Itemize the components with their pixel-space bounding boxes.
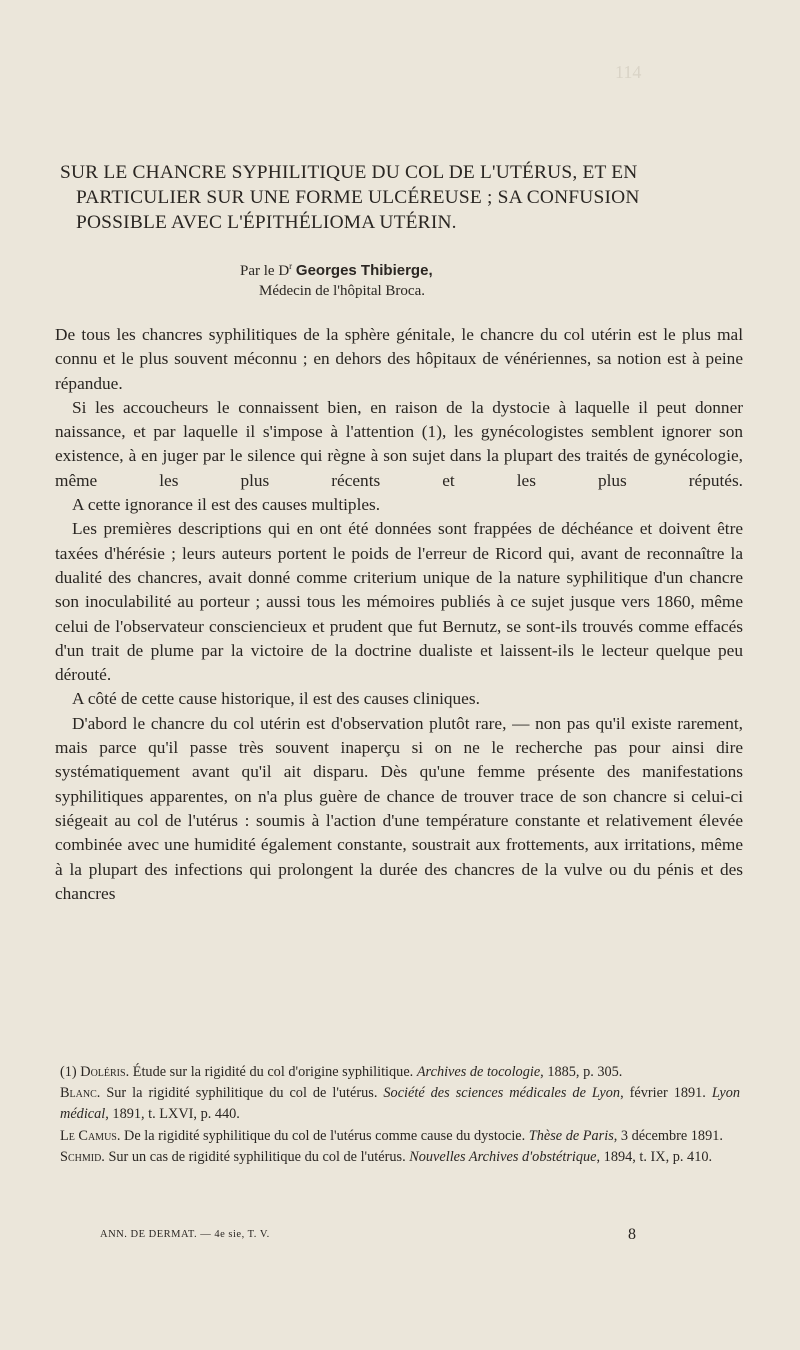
paragraph: A cette ignorance il est des causes multiples. [72, 495, 381, 515]
footnote-author: Le Camus [60, 1127, 117, 1144]
byline-sup: r [289, 261, 293, 271]
paragraph: Si les accoucheurs le connaissent bien, en raison de la dystocie à laquelle il peut donner naissance, et par laquelle il s'impose à l'attention (1), les gynécologistes semblent ignorer son existence, à en juger par le silence qui règne à son sujet dans la plupart des traités de gynécologie, même les plus récents et les plus réputés. [55, 397, 743, 490]
paragraph: A côté de cette cause historique, il est des causes cliniques. [72, 689, 480, 709]
footnote-author: Doléris [80, 1064, 126, 1080]
page-number: 8 [628, 1226, 636, 1243]
byline-prefix: Par le D [240, 263, 290, 279]
footnote-author: Blanc [60, 1085, 97, 1102]
title-line-3: POSSIBLE AVEC L'ÉPITHÉLIOMA UTÉRIN. [76, 212, 457, 233]
article-title [60, 160, 740, 235]
author-role: Médecin de l'hôpital Broca. [259, 283, 425, 299]
paragraph: Les premières descriptions qui en ont été données sont frappées de déchéance et doivent être taxées d'hérésie ; leurs auteurs portent le poids de l'erreur de Ricord qui, avant de reconnaître la dualité des chancres, avait donné comme criterium unique de la nature syphilitique d'un chancre son inoculabilité au porteur ; aussi tous les mémoires publiés à ce sujet jusque vers 1860, même celui de l'observateur consciencieux et prudent que fut Bernutz, se sont-ils trouvés comme effacés d'un trait de plume par la victoire de la doctrine dualiste et laissent-ils le lecteur quelque peu dérouté. [55, 519, 743, 685]
author-name: Georges Thibierge, [295, 262, 433, 279]
byline [240, 256, 570, 301]
title-line-1: SUR LE CHANCRE SYPHILITIQUE DU COL DE L'UTÉRUS, ET EN [60, 162, 638, 183]
footnote: (1) Doléris. Étude sur la rigidité du col d'origine syphilitique. Archives de tocologie, 1885, p. 305. [60, 1064, 623, 1080]
running-footer: ANN. DE DERMAT. — 4e sie, T. V. [100, 1229, 270, 1240]
paragraph: De tous les chancres syphilitiques de la sphère génitale, le chancre du col utérin est le plus mal connu et le plus souvent méconnu ; en dehors des hôpitaux de vénériennes, sa notion est à peine répandue. [55, 325, 743, 393]
footnote: Le Camus. De la rigidité syphilitique du col de l'utérus comme cause du dystocie. Thèse de Paris, 3 décembre 1891. [60, 1127, 723, 1144]
paragraph: D'abord le chancre du col utérin est d'observation plutôt rare, — non pas qu'il existe rarement, mais parce qu'il passe très souvent inaperçu si on ne le recherche pas pour ainsi dire systématiquement avant qu'il ait disparu. Dès qu'une femme présente des manifestations syphilitiques apparentes, on n'a plus guère de chance de trouver trace de son chancre si celui-ci siégeait au col de l'utérus : soumis à l'action d'une température constante et relativement élevée combinée avec une humidité également constante, soustrait aux frottements, aux irritations, même à la plupart des infections qui prolongent la durée des chancres de la vulve ou du pénis et des chancres [55, 713, 743, 903]
footnote: Blanc. Sur la rigidité syphilitique du col de l'utérus. Société des sciences médicales de Lyon, février 1891. Lyon médical, 1891, t. LXVI, p. 440. [60, 1085, 741, 1123]
bleed-through-page-number: 114 [615, 62, 642, 82]
article-body [55, 323, 743, 906]
title-line-2: PARTICULIER SUR UNE FORME ULCÉREUSE ; SA CONFUSION [76, 187, 640, 208]
footnotes [60, 1062, 740, 1168]
footnote-author: Schmid [60, 1148, 102, 1165]
footnote: Schmid. Sur un cas de rigidité syphilitique du col de l'utérus. Nouvelles Archives d'obstétrique, 1894, t. IX, p. 410. [60, 1148, 713, 1165]
